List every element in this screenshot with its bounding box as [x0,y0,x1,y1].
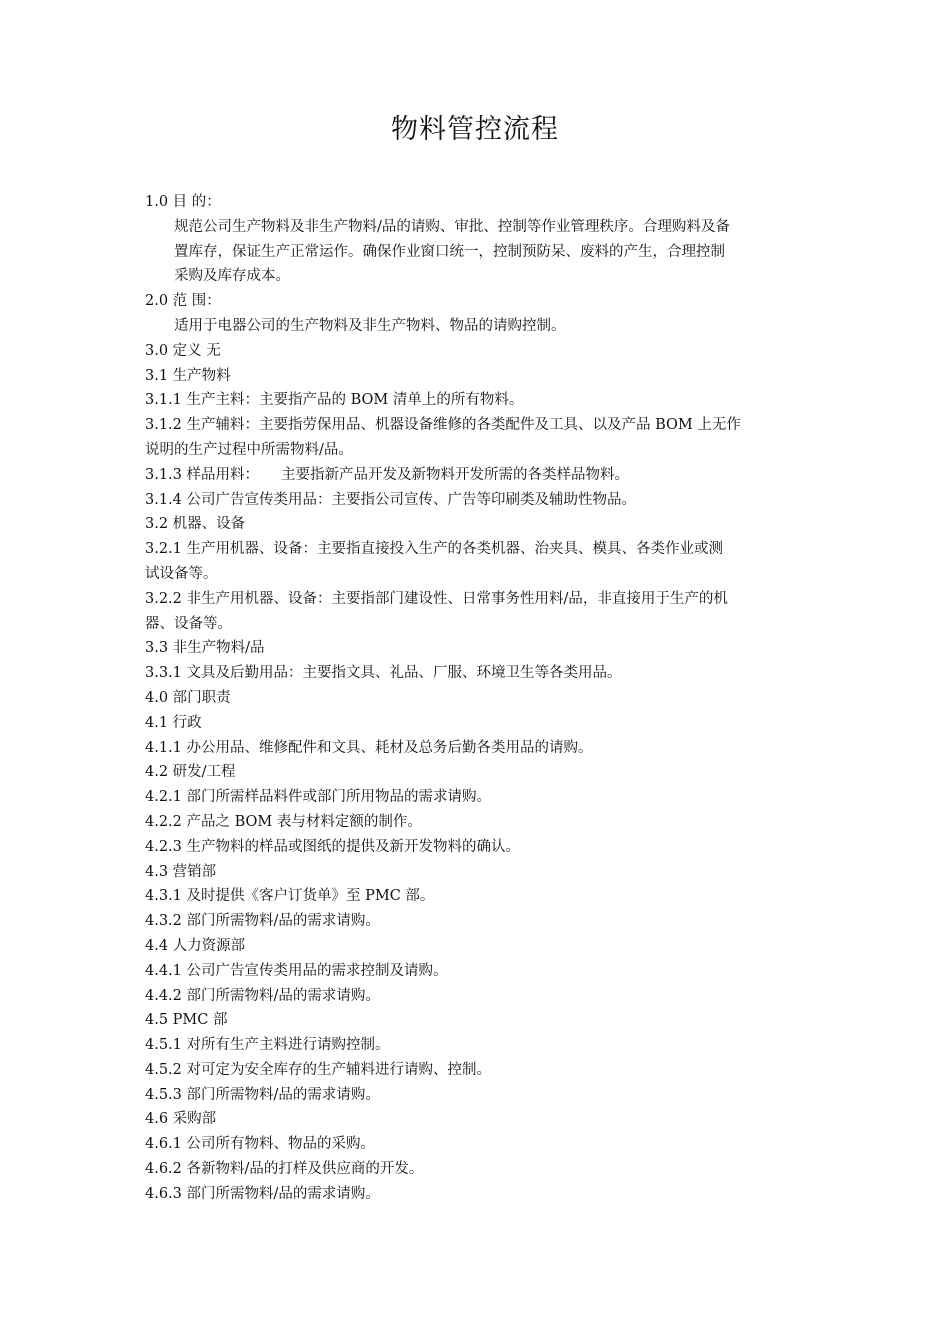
list-item-continuation: 器、设备等。 [145,615,232,632]
list-item-continuation: 说明的生产过程中所需物料/品。 [145,441,353,458]
list-item: 3.2.1 生产用机器、设备：主要指直接投入生产的各类机器、治夹具、模具、各类作业或测 [145,541,723,558]
list-item [145,463,807,488]
list-item-text: 主要指新产品开发及新物料开发所需的各类样品物料。 [281,466,630,483]
list-item: 3.1.4 公司广告宣传类用品：主要指公司宣传、广告等印刷类及辅助性物品。 [145,491,637,508]
list-item: 4.6.2 各新物料/品的打样及供应商的开发。 [145,1161,424,1178]
section-heading: 2.0 范 围： [145,293,221,310]
list-item: 4.3.1 及时提供《客户订货单》至 PMC 部。 [145,888,435,905]
list-item: 4.5.3 部门所需物料/品的需求请购。 [145,1086,380,1103]
list-item: 4.2.3 生产物料的样品或图纸的提供及新开发物料的确认。 [145,838,521,855]
list-item: 4.2.1 部门所需样品料件或部门所用物品的需求请购。 [145,789,492,806]
list-item: 4.5.1 对所有生产主料进行请购控制。 [145,1037,390,1054]
paragraph-line: 置库存，保证生产正常运作。确保作业窗口统一，控制预防呆、废料的产生，合理控制 [174,243,725,260]
list-item: 4.4.2 部门所需物料/品的需求请购。 [145,987,380,1004]
list-item: 4.5.2 对可定为安全库存的生产辅料进行请购、控制。 [145,1061,492,1078]
document-body [145,190,807,1207]
list-item: 4.1.1 办公用品、维修配件和文具、耗材及总务后勤各类用品的请购。 [145,739,593,756]
subsection-heading: 4.5 PMC 部 [145,1012,228,1029]
list-item: 4.6.3 部门所需物料/品的需求请购。 [145,1185,380,1202]
list-item: 4.6.1 公司所有物料、物品的采购。 [145,1136,376,1153]
subsection-heading: 4.1 行政 [145,714,202,731]
list-item: 4.3.2 部门所需物料/品的需求请购。 [145,913,380,930]
paragraph-line: 适用于电器公司的生产物料及非生产物料、物品的请购控制。 [174,317,566,334]
paragraph-line: 采购及库存成本。 [174,268,290,285]
list-item: 3.3.1 文具及后勤用品：主要指文具、礼品、厂服、环境卫生等各类用品。 [145,665,622,682]
list-item: 4.4.1 公司广告宣传类用品的需求控制及请购。 [145,962,448,979]
paragraph-line: 规范公司生产物料及非生产物料/品的请购、审批、控制等作业管理秩序。合理购料及备 [174,218,730,235]
subsection-heading: 4.3 营销部 [145,863,217,880]
section-heading: 4.0 部门职责 [145,689,231,706]
list-item: 3.2.2 非生产用机器、设备：主要指部门建设性、日常事务性用料/品，非直接用于生产的机 [145,590,728,607]
subsection-heading: 4.6 采购部 [145,1111,217,1128]
subsection-heading: 4.2 研发/工程 [145,764,236,781]
section-heading: 3.0 定义 无 [145,342,221,359]
list-item-continuation: 试设备等。 [145,565,218,582]
list-item-term: 3.1.3 样品用料： [145,466,260,483]
subsection-heading: 4.4 人力资源部 [145,937,246,954]
section-heading: 1.0 目 的： [145,194,221,210]
list-item: 3.1.2 生产辅料：主要指劳保用品、机器设备维修的各类配件及工具、以及产品 BOM 上无作 [145,417,741,434]
document-title: 物料管控流程 [391,114,559,145]
subsection-heading: 3.2 机器、设备 [145,516,246,533]
list-item: 3.1.1 生产主料：主要指产品的 BOM 清单上的所有物料。 [145,392,524,409]
subsection-heading: 3.1 生产物料 [145,367,231,384]
list-item: 4.2.2 产品之 BOM 表与材料定额的制作。 [145,813,422,830]
subsection-heading: 3.3 非生产物料/品 [145,640,265,657]
